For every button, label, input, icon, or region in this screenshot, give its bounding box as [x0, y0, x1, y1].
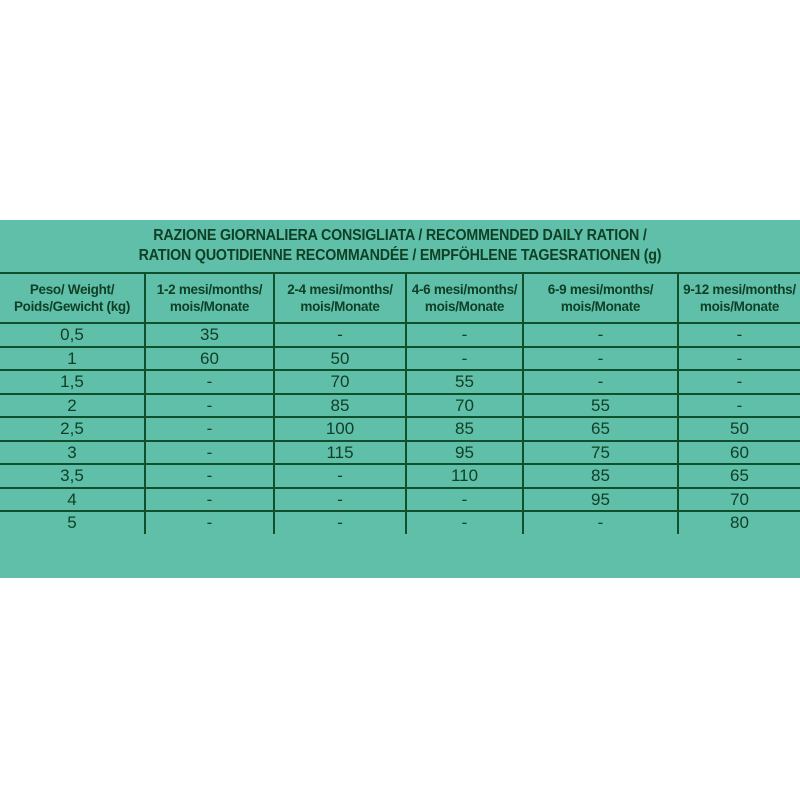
header-weight: Peso/ Weight/ Poids/Gewicht (kg): [0, 273, 145, 323]
cell-value: 65: [678, 464, 800, 488]
table-row: [0, 370, 800, 394]
header-4-6-months: 4-6 mesi/months/ mois/Monate: [406, 273, 523, 323]
cell-value: 65: [523, 417, 678, 441]
cell-value: 55: [523, 394, 678, 418]
cell-value: 100: [274, 417, 406, 441]
cell-weight: 2,5: [0, 417, 145, 441]
cell-weight: 3: [0, 441, 145, 465]
table-row: [0, 464, 800, 488]
cell-value: 110: [406, 464, 523, 488]
header-6-9-months: 6-9 mesi/months/ mois/Monate: [523, 273, 678, 323]
cell-value: -: [145, 464, 274, 488]
cell-value: 35: [145, 323, 274, 347]
cell-value: -: [406, 347, 523, 371]
cell-value: 85: [274, 394, 406, 418]
ration-table: [0, 272, 800, 534]
cell-value: 70: [406, 394, 523, 418]
cell-value: -: [274, 511, 406, 534]
cell-weight: 1,5: [0, 370, 145, 394]
cell-value: 115: [274, 441, 406, 465]
cell-value: 55: [406, 370, 523, 394]
cell-value: -: [523, 347, 678, 371]
table-row: [0, 441, 800, 465]
cell-weight: 1: [0, 347, 145, 371]
cell-value: 75: [523, 441, 678, 465]
table-row: [0, 394, 800, 418]
cell-value: -: [678, 347, 800, 371]
cell-value: -: [406, 488, 523, 512]
cell-value: -: [678, 394, 800, 418]
cell-value: 50: [678, 417, 800, 441]
cell-weight: 3,5: [0, 464, 145, 488]
table-row: [0, 417, 800, 441]
table-row: [0, 511, 800, 534]
cell-value: 60: [678, 441, 800, 465]
cell-value: 95: [523, 488, 678, 512]
cell-value: 70: [678, 488, 800, 512]
cell-value: 85: [523, 464, 678, 488]
cell-value: -: [274, 323, 406, 347]
cell-value: -: [523, 323, 678, 347]
header-9-12-months: 9-12 mesi/months/ mois/Monate: [678, 273, 800, 323]
title-line-1: RAZIONE GIORNALIERA CONSIGLIATA / RECOMMENDED DAILY RATION /: [153, 227, 647, 244]
cell-weight: 5: [0, 511, 145, 534]
cell-value: -: [678, 370, 800, 394]
cell-value: 80: [730, 513, 749, 533]
header-row: [0, 273, 800, 323]
cell-value: -: [145, 441, 274, 465]
header-2-4-months: 2-4 mesi/months/ mois/Monate: [274, 273, 406, 323]
cell-value: 70: [274, 370, 406, 394]
table-body: [0, 323, 800, 534]
cell-weight: 2: [0, 394, 145, 418]
cell-value: -: [406, 323, 523, 347]
header-1-2-months: 1-2 mesi/months/ mois/Monate: [145, 273, 274, 323]
cell-value: -: [145, 394, 274, 418]
cell-value: -: [145, 488, 274, 512]
cell-value: -: [678, 323, 800, 347]
cell-weight: 4: [0, 488, 145, 512]
table-row: [0, 488, 800, 512]
cell-value: 60: [145, 347, 274, 371]
cell-value: 85: [406, 417, 523, 441]
cell-value: -: [145, 370, 274, 394]
table-row: [0, 323, 800, 347]
cell-value: -: [145, 511, 274, 534]
cell-value: -: [274, 488, 406, 512]
cell-value: -: [274, 464, 406, 488]
table-title: [32, 226, 768, 266]
cell-value: -: [523, 370, 678, 394]
cell-value: -: [523, 511, 678, 534]
table-row: [0, 347, 800, 371]
title-line-2: RATION QUOTIDIENNE RECOMMANDÉE / EMPFÖHLENE TAGESRATIONEN (g): [138, 247, 662, 264]
cell-weight: 0,5: [0, 323, 145, 347]
cell-value: -: [145, 417, 274, 441]
cell-value: -: [406, 511, 523, 534]
cell-value: 50: [274, 347, 406, 371]
ration-panel: [0, 220, 800, 578]
cell-value: 95: [406, 441, 523, 465]
